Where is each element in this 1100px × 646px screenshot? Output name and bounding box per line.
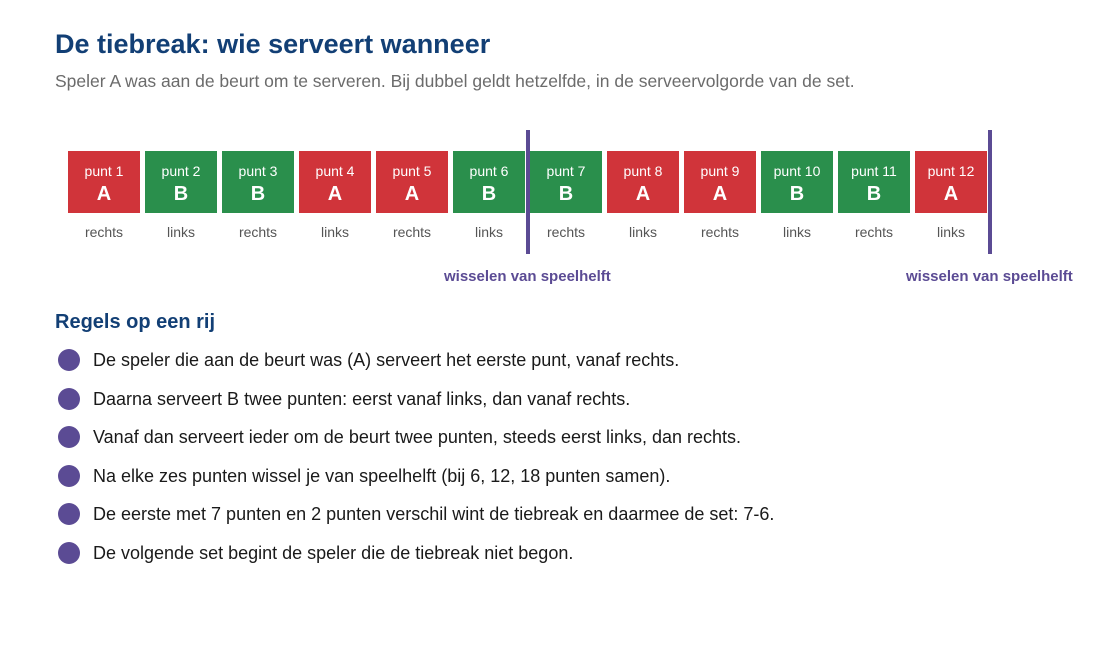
point-server: B (866, 183, 882, 205)
point-side: rechts (546, 224, 586, 240)
side-switch-divider (526, 130, 530, 254)
point-server: A (635, 183, 651, 205)
side-switch-label: wisselen van speelhelft (444, 268, 611, 285)
side-switch-divider (988, 130, 992, 254)
point-box (453, 151, 525, 213)
point-server: B (558, 183, 574, 205)
point-side: rechts (84, 224, 124, 240)
page-subtitle: Speler A was aan de beurt om te serveren. Bij dubbel geldt hetzelfde, in de serveervolgorde van de set. (55, 71, 855, 91)
point-side: links (166, 224, 195, 240)
point-side: links (628, 224, 657, 240)
point-box (607, 151, 679, 213)
bullet-icon (58, 426, 80, 448)
point-server: A (96, 183, 112, 205)
point-box (838, 151, 910, 213)
point-label: punt 2 (161, 163, 201, 179)
page-title: De tiebreak: wie serveert wanneer (55, 29, 491, 59)
point-server: A (404, 183, 420, 205)
point-side: links (782, 224, 811, 240)
point-server: B (250, 183, 266, 205)
point-side: rechts (238, 224, 278, 240)
point-label: punt 5 (392, 163, 432, 179)
point-server: A (712, 183, 728, 205)
point-label: punt 9 (700, 163, 740, 179)
point-box (68, 151, 140, 213)
rule-text: Na elke zes punten wissel je van speelhelft (bij 6, 12, 18 punten samen). (93, 465, 671, 486)
point-box (761, 151, 833, 213)
point-side: rechts (700, 224, 740, 240)
point-server: B (481, 183, 497, 205)
point-box (376, 151, 448, 213)
point-box (684, 151, 756, 213)
point-label: punt 1 (84, 163, 124, 179)
point-label: punt 7 (546, 163, 586, 179)
point-label: punt 8 (623, 163, 663, 179)
rule-text: Vanaf dan serveert ieder om de beurt twee punten, steeds eerst links, dan rechts. (93, 427, 742, 447)
rule-text: De volgende set begint de speler die de tiebreak niet begon. (93, 542, 574, 563)
point-server: B (173, 183, 189, 205)
serve-timeline (0, 0, 1100, 300)
point-label: punt 6 (469, 163, 509, 179)
point-side: links (936, 224, 965, 240)
point-box (222, 151, 294, 213)
rules-heading: Regels op een rij (55, 311, 216, 333)
point-side: links (474, 224, 503, 240)
point-label: punt 11 (851, 163, 897, 179)
bullet-icon (58, 465, 80, 487)
point-side: rechts (854, 224, 894, 240)
point-label: punt 3 (238, 163, 278, 179)
bullet-icon (58, 503, 80, 525)
point-box (145, 151, 217, 213)
point-server: A (943, 183, 959, 205)
point-server: B (789, 183, 805, 205)
point-box (299, 151, 371, 213)
side-switch-label: wisselen van speelhelft (906, 268, 1073, 285)
point-label: punt 10 (773, 163, 821, 179)
bullet-icon (58, 388, 80, 410)
point-box (915, 151, 987, 213)
bullet-icon (58, 542, 80, 564)
bullet-icon (58, 349, 80, 371)
point-side: links (320, 224, 349, 240)
rule-text: De eerste met 7 punten en 2 punten verschil wint de tiebreak en daarmee de set: 7-6. (93, 504, 775, 524)
point-side: rechts (392, 224, 432, 240)
rule-text: De speler die aan de beurt was (A) serveert het eerste punt, vanaf rechts. (93, 350, 680, 370)
rule-text: Daarna serveert B twee punten: eerst vanaf links, dan vanaf rechts. (93, 388, 631, 409)
point-label: punt 4 (315, 163, 355, 179)
point-server: A (327, 183, 343, 205)
point-box (530, 151, 602, 213)
point-label: punt 12 (927, 163, 975, 179)
